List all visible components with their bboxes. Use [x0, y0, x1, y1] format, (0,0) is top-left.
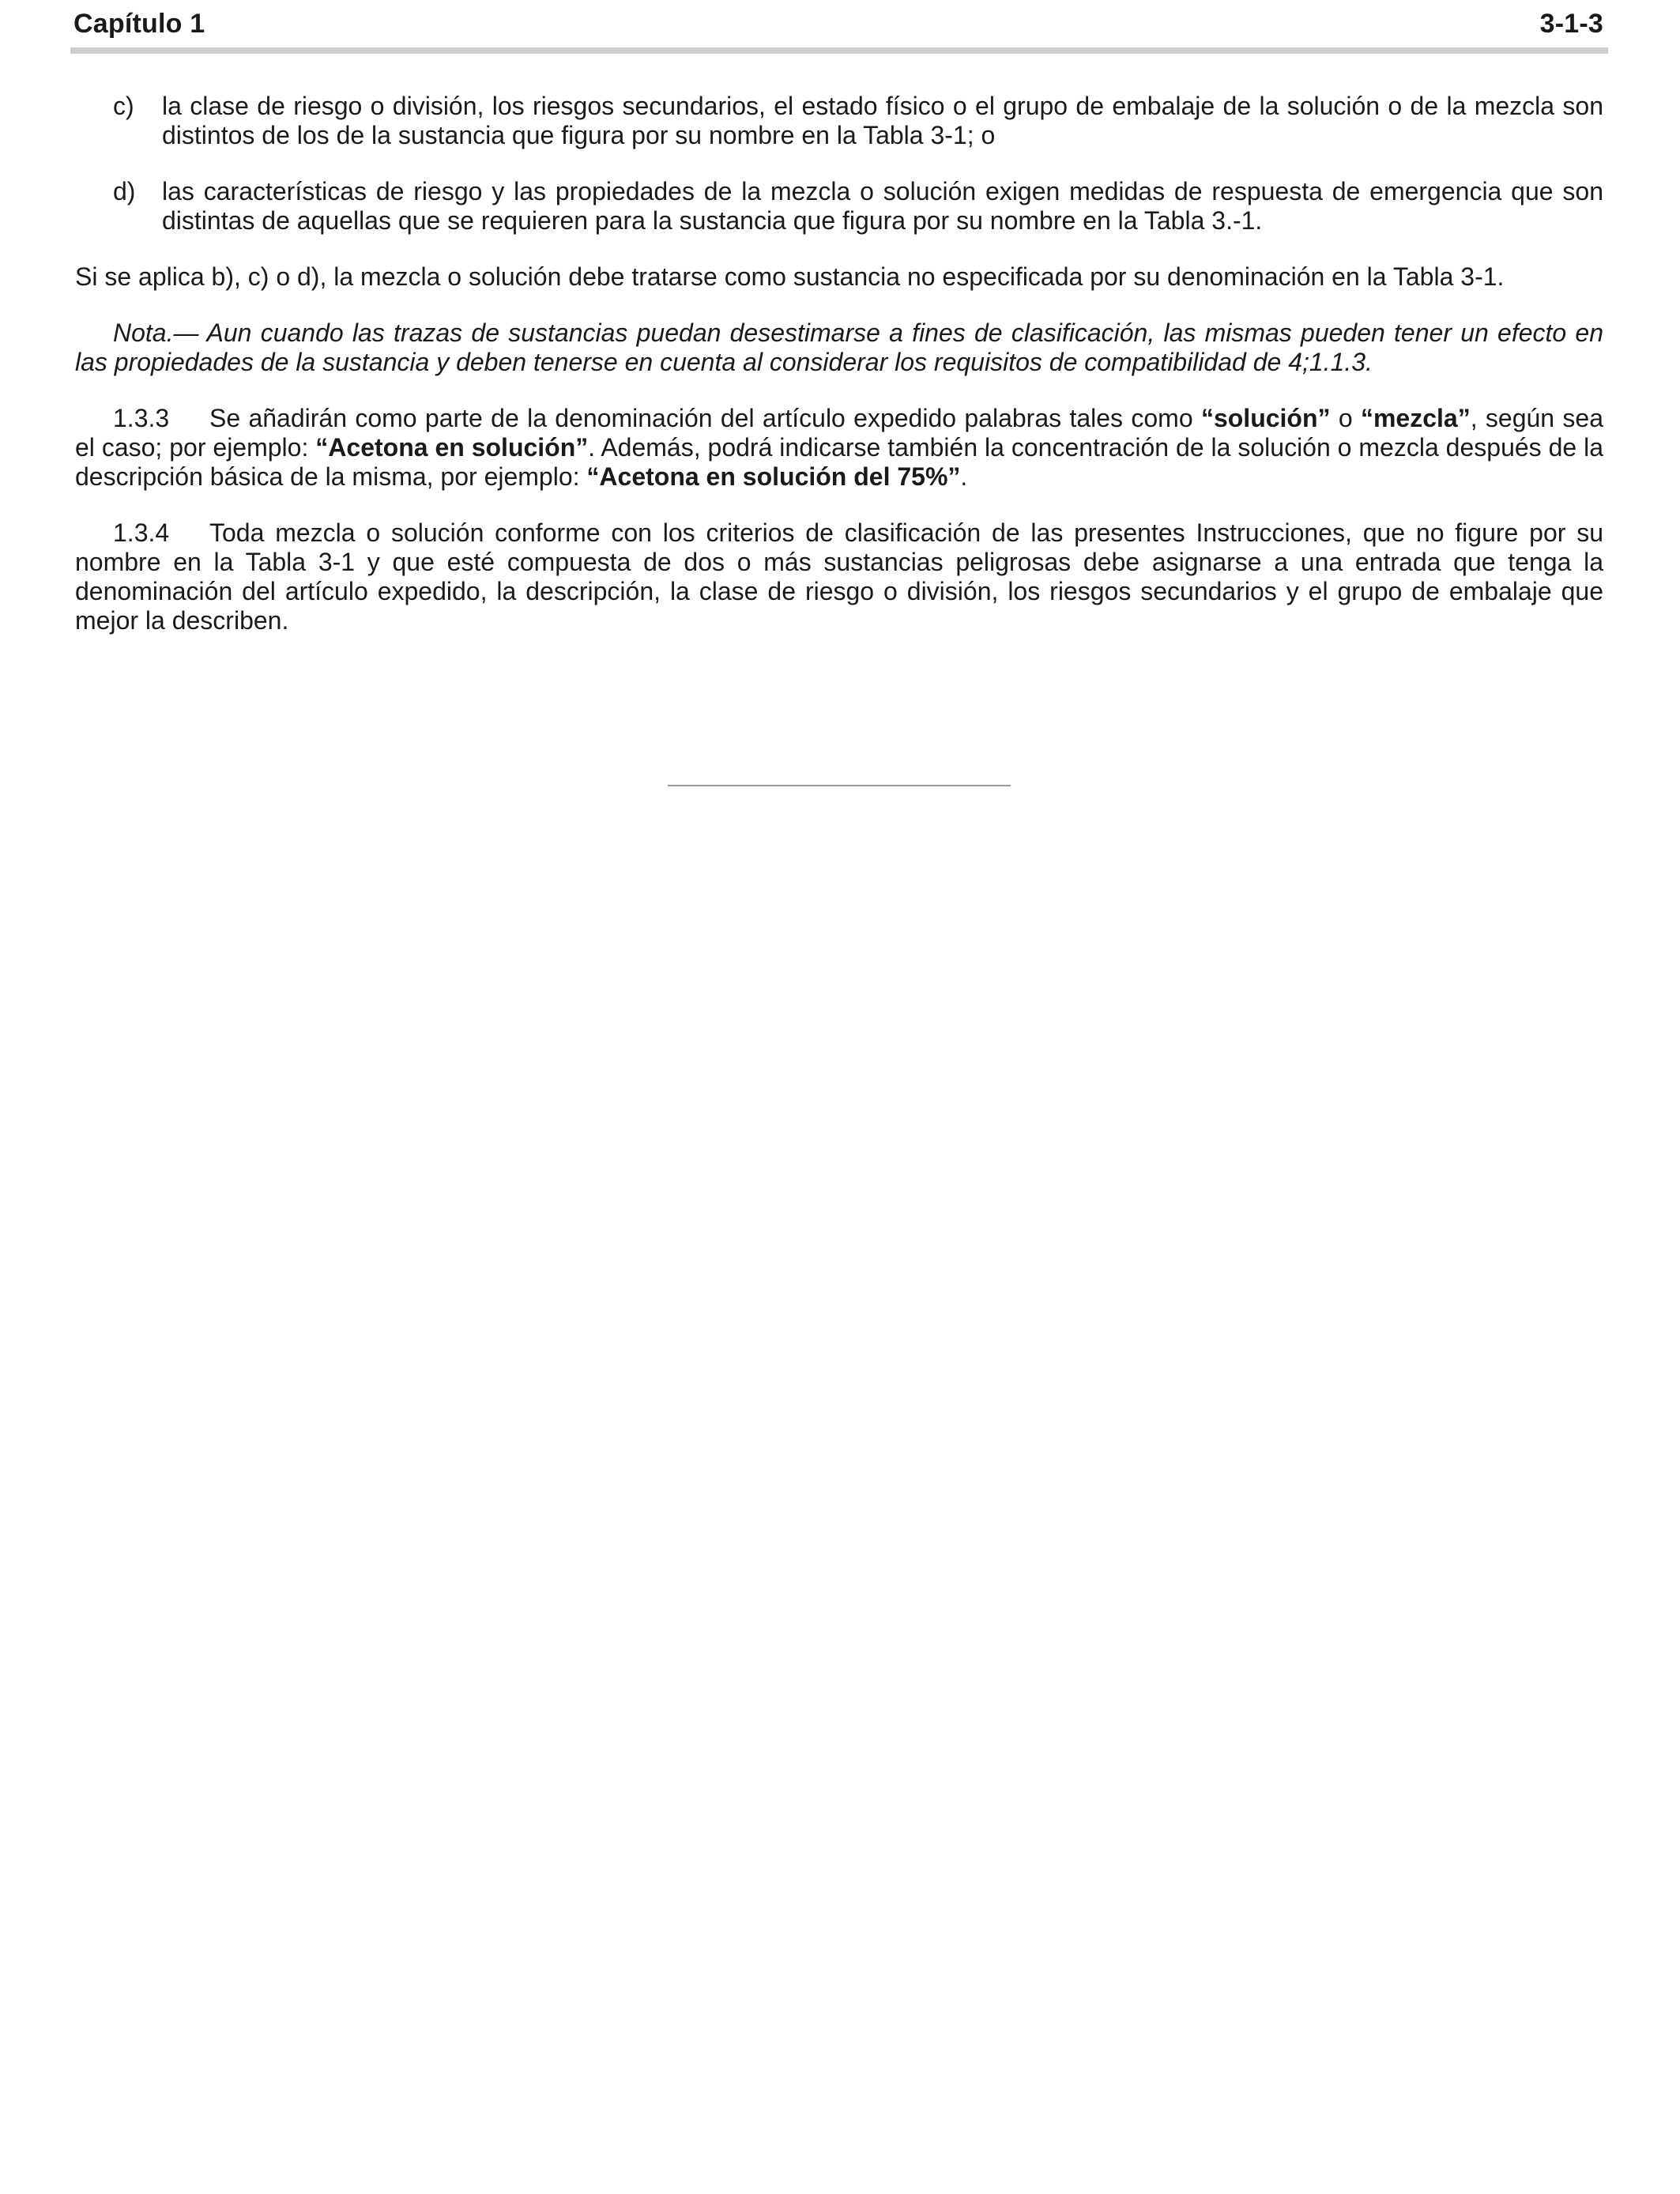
bold-term: “Acetona en solución”	[315, 433, 589, 462]
page-header	[73, 5, 1603, 43]
page-number: 3-1-3	[1539, 8, 1603, 39]
section-1-3-3	[75, 404, 1603, 492]
paragraph-apply: Si se aplica b), c) o d), la mezcla o solución debe tratarse como sustancia no especificada por su denominación en la Tabla 3-1.	[75, 262, 1505, 291]
list-item-text: las características de riesgo y las propiedades de la mezcla o solución exigen medidas de respuesta de emergencia que son distintas de aquellas que se requieren para la sustancia que figura por su nombre en la Tabla 3.-1.	[162, 177, 1603, 235]
section-1-3-4	[75, 518, 1603, 635]
note-lead: Nota.—	[113, 319, 207, 347]
section-text: Toda mezcla o solución conforme con los criterios de clasificación de las presentes Instrucciones, que no figure por su nombre en la Tabla 3-1 y que esté compuesta de dos o más sustancias peligrosas debe asignarse a una entrada que tenga la denominación del artículo expedido, la descripción, la clase de riesgo o división, los riesgos secundarios y el grupo de embalaje que mejor la describen.	[75, 518, 1603, 635]
list-marker: c)	[113, 92, 134, 120]
header-rule	[70, 47, 1608, 54]
bold-term: “solución”	[1200, 404, 1331, 432]
bold-term: “mezcla”	[1360, 404, 1471, 432]
list-item-c	[75, 92, 1603, 150]
list-item-d	[75, 177, 1603, 236]
section-text: o	[1330, 404, 1361, 432]
chapter-title: Capítulo 1	[73, 8, 205, 39]
note-paragraph	[75, 319, 1603, 377]
section-text: Se añadirán como parte de la denominación del artículo expedido palabras tales como	[209, 404, 1201, 432]
section-text: . Además, podrá indicarse también la concentración de la solución o mezcla después de la descripción básica de la misma, por ejemplo:	[75, 433, 1604, 491]
section-text: , según sea el caso; por ejemplo:	[75, 404, 1604, 462]
end-of-section-rule	[668, 785, 1011, 786]
section-number: 1.3.4	[113, 518, 170, 547]
section-text: .	[960, 462, 968, 491]
note-text: Aun cuando las trazas de sustancias puedan desestimarse a fines de clasificación, las mismas pueden tener un efecto en las propiedades de la sustancia y deben tenerse en cuenta al considerar los requisitos de compatibilidad de 4;1.1.3.	[75, 319, 1604, 376]
page-content	[75, 92, 1603, 662]
list-item-text: la clase de riesgo o división, los riesgos secundarios, el estado físico o el grupo de embalaje de la solución o de la mezcla son distintos de los de la sustancia que figura por su nombre en la Tabla 3-1; o	[162, 92, 1603, 149]
bold-term: “Acetona en solución del 75%”	[586, 462, 961, 491]
section-number: 1.3.3	[113, 404, 170, 432]
list-marker: d)	[113, 177, 136, 205]
